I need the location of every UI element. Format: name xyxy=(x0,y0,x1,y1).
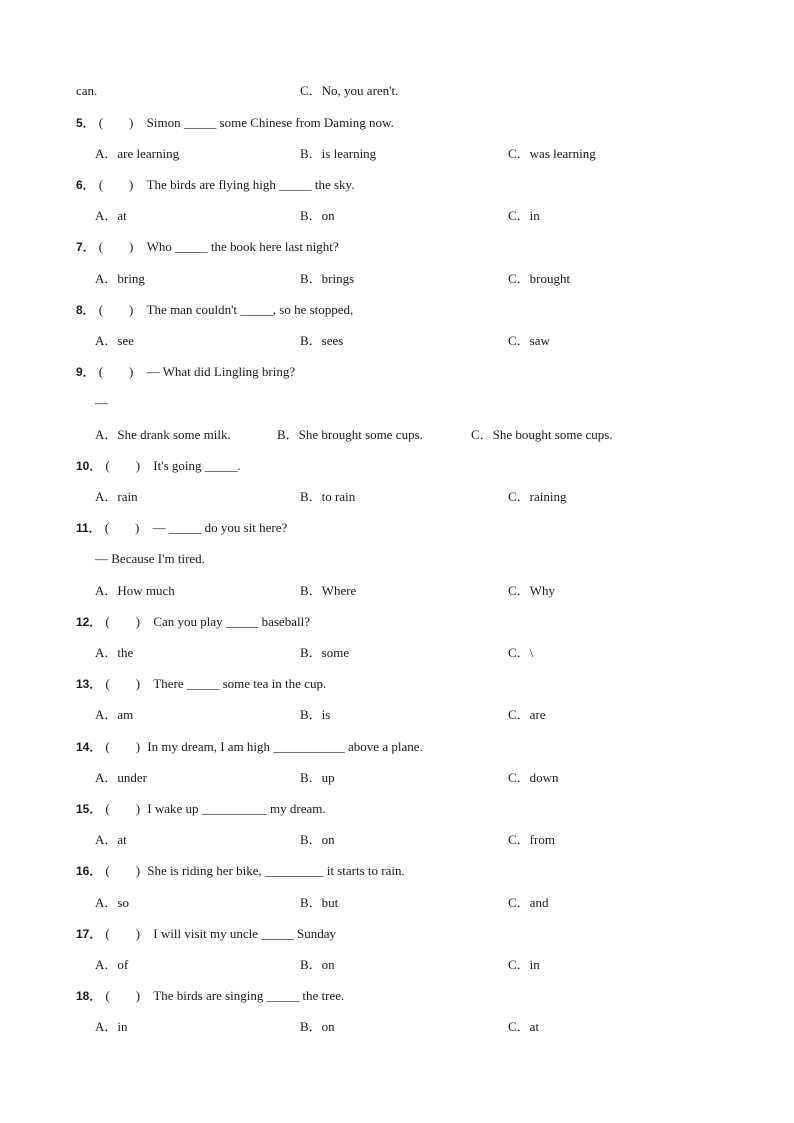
option-c[interactable]: C．in xyxy=(508,208,540,223)
option-b[interactable]: B．on xyxy=(300,208,335,223)
question-number: 8． xyxy=(76,303,95,317)
option-b[interactable]: B．is learning xyxy=(300,146,377,161)
answer-blank[interactable]: ( ) xyxy=(105,676,141,691)
option-b[interactable]: B．on xyxy=(300,957,335,972)
option-c[interactable]: C．in xyxy=(508,957,540,972)
question-number: 16． xyxy=(76,864,102,878)
option-b[interactable]: B．on xyxy=(300,832,335,847)
answer-blank[interactable]: ( ) xyxy=(105,863,141,878)
answer-blank[interactable]: ( ) xyxy=(98,239,134,254)
question-stem: I will visit my uncle _____ Sunday xyxy=(153,926,336,941)
question-stem: It's going _____. xyxy=(153,458,241,473)
option-c[interactable]: C．Why xyxy=(508,583,555,598)
question-11 xyxy=(76,519,287,537)
question-stem: Who _____ the book here last night? xyxy=(146,239,339,254)
question-number: 15． xyxy=(76,802,102,816)
option-b[interactable]: B．Where xyxy=(300,583,357,598)
question-12 xyxy=(76,613,310,631)
answer-blank[interactable]: ( ) xyxy=(105,458,141,473)
option-b[interactable]: B．is xyxy=(300,707,331,722)
answer-blank[interactable]: ( ) xyxy=(98,115,134,130)
answer-blank[interactable]: ( ) xyxy=(98,177,134,192)
question-14 xyxy=(76,738,423,756)
option-c[interactable]: C．was learning xyxy=(508,146,596,161)
question-stem: In my dream, I am high ___________ above a plane. xyxy=(147,739,423,754)
question-number: 12． xyxy=(76,615,102,629)
option-a[interactable]: A．am xyxy=(95,707,134,722)
option-c[interactable]: C．down xyxy=(508,770,559,785)
question-16 xyxy=(76,862,405,880)
question-number: 11． xyxy=(76,521,101,535)
question-stem: The birds are flying high _____ the sky. xyxy=(146,177,355,192)
option-a[interactable]: A．at xyxy=(95,832,127,847)
option-c[interactable]: C．saw xyxy=(508,333,550,348)
option-a[interactable]: A．see xyxy=(95,333,134,348)
option-a[interactable]: A．the xyxy=(95,645,134,660)
question-8 xyxy=(76,301,353,319)
option-a[interactable]: A．under xyxy=(95,770,147,785)
question-9 xyxy=(76,363,295,381)
option-a[interactable]: A．in xyxy=(95,1019,128,1034)
answer-blank[interactable]: ( ) xyxy=(105,801,141,816)
option-c[interactable]: C．from xyxy=(508,832,555,847)
question-stem: She is riding her bike, _________ it starts to rain. xyxy=(147,863,405,878)
question-stem: The man couldn't _____, so he stopped, xyxy=(146,302,354,317)
question-number: 14． xyxy=(76,740,102,754)
question-number: 18． xyxy=(76,989,102,1003)
question-stem: There _____ some tea in the cup. xyxy=(153,676,327,691)
question-number: 17． xyxy=(76,927,102,941)
option-c[interactable]: C．brought xyxy=(508,271,571,286)
question-number: 10． xyxy=(76,459,102,473)
question-15 xyxy=(76,800,326,818)
option-b[interactable]: B．some xyxy=(300,645,350,660)
option-c[interactable]: C．She bought some cups. xyxy=(471,427,613,442)
option-a[interactable]: A．so xyxy=(95,895,129,910)
option-b[interactable]: B．She brought some cups. xyxy=(277,427,423,442)
answer-blank[interactable]: ( ) xyxy=(105,614,141,629)
answer-blank[interactable]: ( ) xyxy=(105,926,141,941)
option-c[interactable]: C．raining xyxy=(508,489,567,504)
option-b[interactable]: B．up xyxy=(300,770,335,785)
option-a[interactable]: A．bring xyxy=(95,271,145,286)
answer-blank[interactable]: ( ) xyxy=(98,364,134,379)
question-stem: — _____ do you sit here? xyxy=(152,520,288,535)
option-c[interactable]: C．and xyxy=(508,895,549,910)
option-c[interactable]: C．are xyxy=(508,707,546,722)
question-stem: Can you play _____ baseball? xyxy=(153,614,310,629)
option-a[interactable]: A．are learning xyxy=(95,146,180,161)
question-13 xyxy=(76,675,326,693)
option-b[interactable]: B．but xyxy=(300,895,339,910)
option-a[interactable]: A．of xyxy=(95,957,129,972)
option-a[interactable]: A．How much xyxy=(95,583,175,598)
question-number: 6． xyxy=(76,178,95,192)
question-number: 7． xyxy=(76,240,95,254)
answer-blank[interactable]: ( ) xyxy=(104,520,140,535)
question-5 xyxy=(76,114,394,132)
answer-blank[interactable]: ( ) xyxy=(98,302,134,317)
option-b[interactable]: B．brings xyxy=(300,271,355,286)
option-c[interactable]: C．at xyxy=(508,1019,540,1034)
question-stem: I wake up __________ my dream. xyxy=(147,801,326,816)
prev-question-tail: can. xyxy=(76,83,98,98)
option-b[interactable]: B．on xyxy=(300,1019,335,1034)
question-number: 13． xyxy=(76,677,102,691)
option-a[interactable]: A．rain xyxy=(95,489,138,504)
option-b[interactable]: B．sees xyxy=(300,333,344,348)
question-stem: — What did Lingling bring? xyxy=(146,364,296,379)
option-a[interactable]: A．She drank some milk. xyxy=(95,427,231,442)
question-6 xyxy=(76,176,354,194)
question-17 xyxy=(76,925,336,943)
question-stem: The birds are singing _____ the tree. xyxy=(153,988,345,1003)
question-number: 5． xyxy=(76,116,95,130)
option-c[interactable]: C．\ xyxy=(508,645,534,660)
option-b[interactable]: B．to rain xyxy=(300,489,356,504)
prev-option-c: C．No, you aren't. xyxy=(300,83,399,98)
question-7 xyxy=(76,238,339,256)
answer-blank[interactable]: ( ) xyxy=(105,739,141,754)
option-a[interactable]: A．at xyxy=(95,208,127,223)
answer-blank[interactable]: ( ) xyxy=(105,988,141,1003)
dialogue-reply: — Because I'm tired. xyxy=(95,551,205,566)
question-stem: Simon _____ some Chinese from Daming now. xyxy=(146,115,394,130)
dialogue-reply: — xyxy=(95,395,108,410)
question-18 xyxy=(76,987,344,1005)
question-10 xyxy=(76,457,241,475)
question-number: 9． xyxy=(76,365,95,379)
